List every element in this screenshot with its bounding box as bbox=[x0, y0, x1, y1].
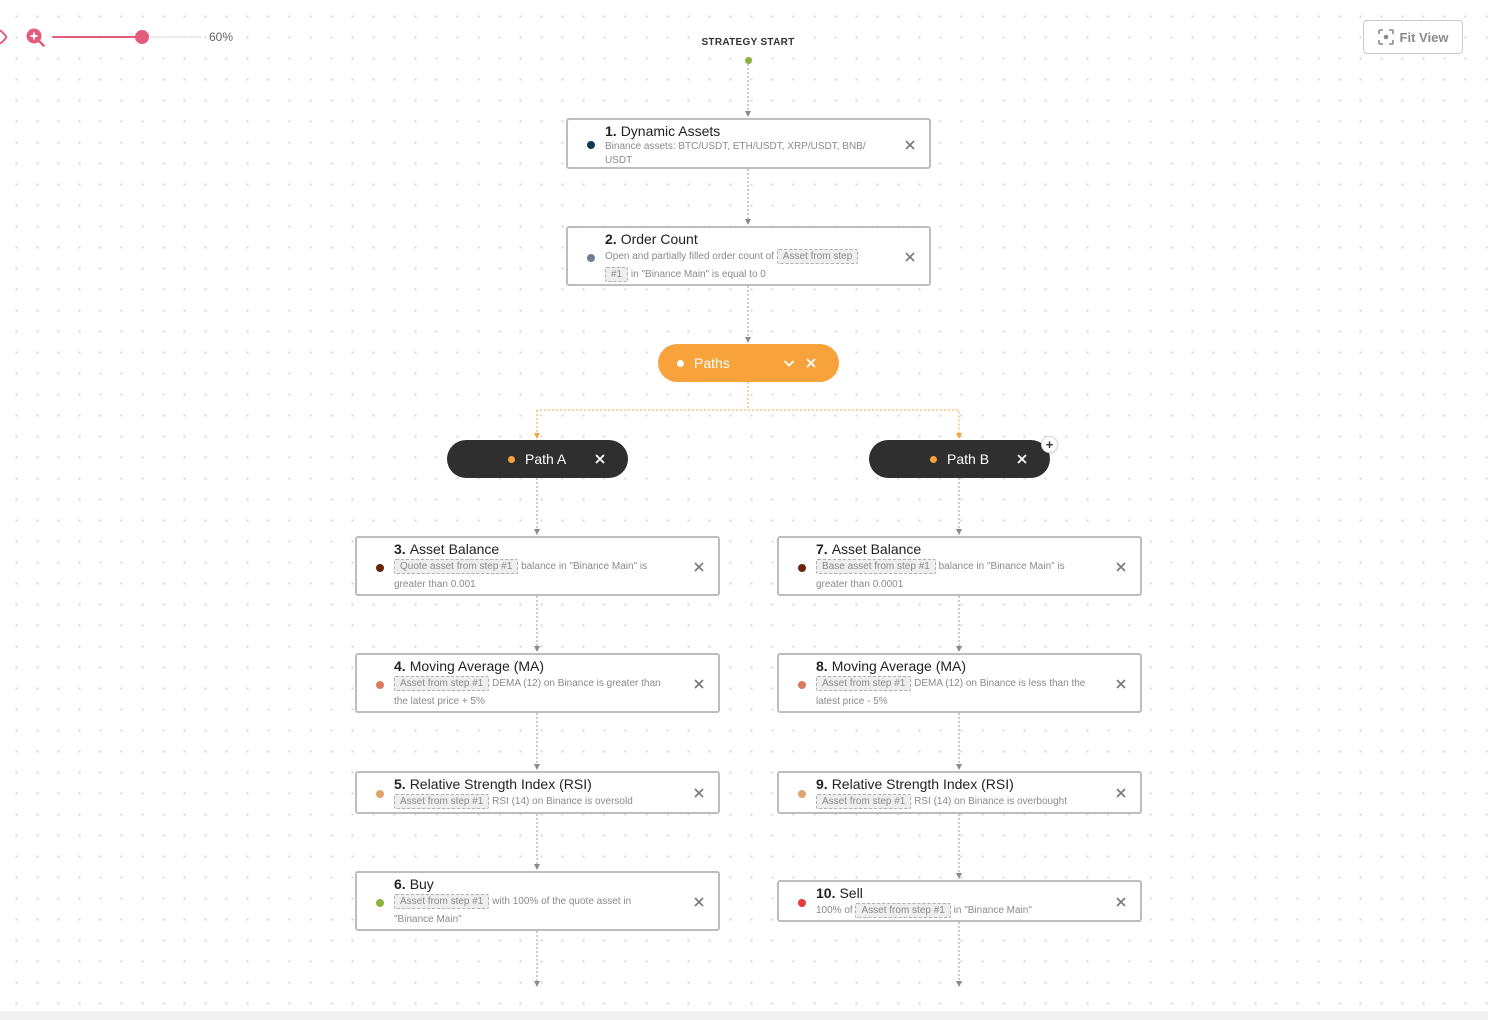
paths-label: Paths bbox=[694, 355, 730, 371]
step-title: 9. Relative Strength Index (RSI) bbox=[816, 776, 1014, 792]
step-body bbox=[394, 876, 674, 929]
asset-reference-chip[interactable]: Asset from step #1 bbox=[855, 903, 950, 918]
path-a-label: Path A bbox=[525, 451, 567, 467]
path-b-node[interactable] bbox=[869, 440, 1050, 478]
close-icon[interactable] bbox=[1114, 786, 1128, 800]
step-status-dot bbox=[798, 681, 806, 689]
zoom-level-label: 60% bbox=[209, 30, 234, 44]
close-icon[interactable] bbox=[1015, 452, 1029, 466]
step-title: 10. Sell bbox=[816, 885, 863, 901]
step-card-moving-average[interactable] bbox=[777, 653, 1142, 713]
step-status-dot bbox=[798, 790, 806, 798]
path-b-label: Path B bbox=[947, 451, 990, 467]
asset-reference-chip[interactable]: Asset from step bbox=[777, 249, 858, 264]
chevron-down-icon[interactable] bbox=[782, 356, 796, 370]
step-body bbox=[816, 541, 1096, 594]
asset-reference-chip[interactable]: Asset from step #1 bbox=[816, 676, 911, 691]
close-icon[interactable] bbox=[692, 560, 706, 574]
asset-reference-chip[interactable]: Asset from step #1 bbox=[394, 894, 489, 909]
step-description: Binance assets: BTC/USDT, ETH/USDT, XRP/USDT, BNB/ USDT bbox=[605, 141, 866, 166]
step-body bbox=[605, 231, 885, 284]
step-description: Quote asset from step #1 balance in "Binance Main" is greater than 0.001 bbox=[394, 561, 648, 590]
step-status-dot bbox=[376, 790, 384, 798]
asset-reference-chip[interactable]: Quote asset from step #1 bbox=[394, 559, 518, 574]
step-status-dot bbox=[798, 899, 806, 907]
step-card-buy[interactable] bbox=[355, 871, 720, 931]
close-icon[interactable] bbox=[692, 895, 706, 909]
step-body bbox=[394, 541, 674, 594]
step-description: Open and partially filled order count of Asset from step #1 in "Binance Main" is equal to 0 bbox=[605, 248, 885, 284]
step-card-rsi[interactable] bbox=[355, 771, 720, 814]
step-description: Asset from step #1 DEMA (12) on Binance is less than the latest price - 5% bbox=[816, 678, 1086, 707]
step-card-sell[interactable] bbox=[777, 880, 1142, 922]
step-card-asset-balance[interactable] bbox=[355, 536, 720, 596]
paths-group-node[interactable] bbox=[658, 344, 839, 382]
close-icon[interactable] bbox=[1114, 895, 1128, 909]
step-status-dot bbox=[798, 564, 806, 572]
step-status-dot bbox=[587, 254, 595, 262]
step-title: 6. Buy bbox=[394, 876, 434, 892]
step-title: 1. Dynamic Assets bbox=[605, 123, 721, 139]
fit-view-label: Fit View bbox=[1399, 29, 1449, 45]
step-description: Base asset from step #1 balance in "Binance Main" is greater than 0.0001 bbox=[816, 561, 1065, 590]
step-card-moving-average[interactable] bbox=[355, 653, 720, 713]
step-status-dot bbox=[587, 141, 595, 149]
step-title: 8. Moving Average (MA) bbox=[816, 658, 967, 674]
asset-reference-chip[interactable]: Asset from step #1 bbox=[394, 676, 489, 691]
close-icon[interactable] bbox=[903, 250, 917, 264]
add-path-button[interactable]: + bbox=[1041, 436, 1058, 453]
step-title: 5. Relative Strength Index (RSI) bbox=[394, 776, 592, 792]
step-description: Asset from step #1 with 100% of the quote asset in "Binance Main" bbox=[394, 896, 632, 925]
asset-reference-chip[interactable]: Asset from step #1 bbox=[394, 794, 489, 809]
step-description: 100% of Asset from step #1 in "Binance Main" bbox=[816, 905, 1032, 916]
step-status-dot bbox=[376, 681, 384, 689]
strategy-start-label: STRATEGY START bbox=[701, 37, 795, 48]
close-icon[interactable] bbox=[1114, 560, 1128, 574]
step-description: Asset from step #1 RSI (14) on Binance is overbought bbox=[816, 793, 1096, 811]
asset-reference-chip[interactable]: Asset from step #1 bbox=[816, 794, 911, 809]
step-body bbox=[394, 658, 674, 711]
step-status-dot bbox=[376, 564, 384, 572]
close-icon[interactable] bbox=[1114, 677, 1128, 691]
path-status-dot bbox=[930, 456, 937, 463]
close-icon[interactable] bbox=[692, 677, 706, 691]
step-body bbox=[605, 123, 885, 168]
step-body bbox=[816, 885, 1096, 920]
step-description: Asset from step #1 RSI (14) on Binance is oversold bbox=[394, 793, 674, 811]
close-icon[interactable] bbox=[804, 356, 818, 370]
step-status-dot bbox=[376, 899, 384, 907]
asset-reference-chip[interactable]: #1 bbox=[605, 267, 628, 282]
step-title: 4. Moving Average (MA) bbox=[394, 658, 545, 674]
step-card-asset-balance[interactable] bbox=[777, 536, 1142, 596]
step-body bbox=[816, 658, 1096, 711]
step-card-order-count[interactable] bbox=[566, 226, 931, 286]
path-status-dot bbox=[508, 456, 515, 463]
step-card-rsi[interactable] bbox=[777, 771, 1142, 814]
step-body bbox=[394, 776, 674, 811]
step-description: Asset from step #1 DEMA (12) on Binance is greater than the latest price + 5% bbox=[394, 678, 661, 707]
close-icon[interactable] bbox=[692, 786, 706, 800]
path-a-node[interactable] bbox=[447, 440, 628, 478]
canvas-bottom-edge bbox=[0, 1011, 1488, 1020]
step-title: 7. Asset Balance bbox=[816, 541, 922, 557]
step-card-dynamic-assets[interactable] bbox=[566, 118, 931, 169]
asset-reference-chip[interactable]: Base asset from step #1 bbox=[816, 559, 936, 574]
close-icon[interactable] bbox=[903, 138, 917, 152]
paths-status-dot bbox=[677, 360, 684, 367]
step-title: 2. Order Count bbox=[605, 231, 698, 247]
close-icon[interactable] bbox=[593, 452, 607, 466]
step-body bbox=[816, 776, 1096, 811]
step-title: 3. Asset Balance bbox=[394, 541, 500, 557]
